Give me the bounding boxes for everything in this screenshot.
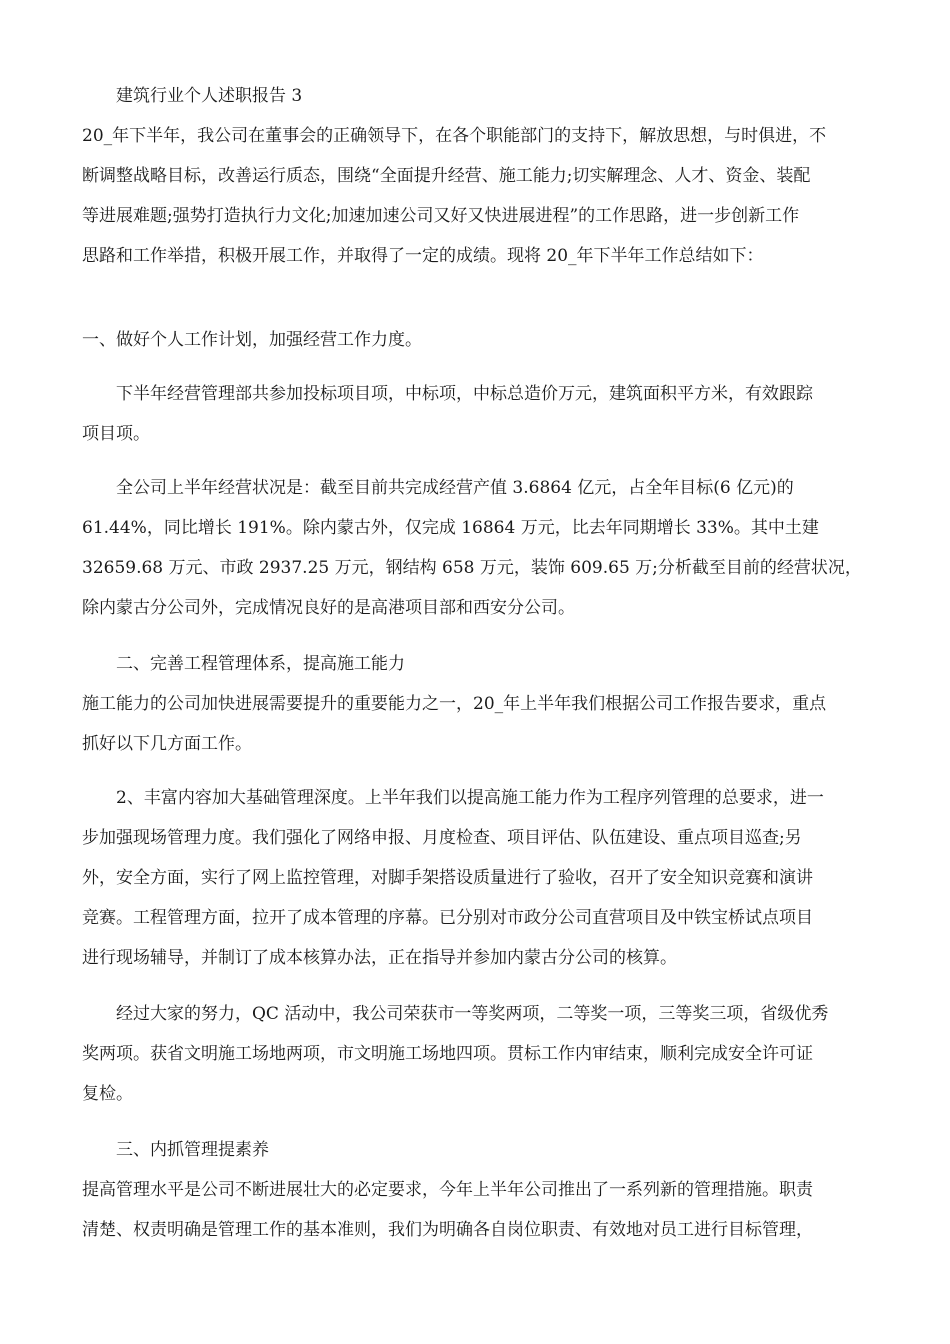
section-heading: 一、做好个人工作计划，加强经营工作力度。 <box>82 330 422 350</box>
paragraph-line: 经过大家的努力，QC 活动中，我公司荣获市一等奖两项，二等奖一项，三等奖三项，省级优秀 <box>116 1004 829 1024</box>
document-title: 建筑行业个人述职报告 3 <box>116 86 303 106</box>
paragraph-line: 步加强现场管理力度。我们强化了网络申报、月度检查、项目评估、队伍建设、重点项目巡查;另 <box>82 828 802 848</box>
paragraph-line: 复检。 <box>82 1084 133 1104</box>
paragraph-line: 下半年经营管理部共参加投标项目项，中标项，中标总造价万元，建筑面积平方米，有效跟踪 <box>116 384 813 404</box>
paragraph-line: 外，安全方面，实行了网上监控管理，对脚手架搭设质量进行了验收，召开了安全知识竞赛和演讲 <box>82 868 813 888</box>
paragraph-line: 32659.68 万元、市政 2937.25 万元，钢结构 658 万元，装饰 609.65 万;分析截至目前的经营状况， <box>82 558 862 578</box>
paragraph-line: 全公司上半年经营状况是：截至目前共完成经营产值 3.6864 亿元，占全年目标(6 亿元)的 <box>116 478 794 498</box>
paragraph-line: 施工能力的公司加快进展需要提升的重要能力之一，20_年上半年我们根据公司工作报告要求，重点 <box>82 694 827 714</box>
section-heading: 二、完善工程管理体系，提高施工能力 <box>116 654 405 674</box>
paragraph-line: 奖两项。获省文明施工场地两项，市文明施工场地四项。贯标工作内审结束，顺利完成安全许可证 <box>82 1044 813 1064</box>
paragraph-line: 项目项。 <box>82 424 150 444</box>
paragraph-line: 抓好以下几方面工作。 <box>82 734 252 754</box>
paragraph-line: 清楚、权责明确是管理工作的基本准则，我们为明确各自岗位职责、有效地对员工进行目标管理， <box>82 1220 813 1240</box>
paragraph-line: 进行现场辅导，并制订了成本核算办法，正在指导并参加内蒙古分公司的核算。 <box>82 948 677 968</box>
paragraph-line: 思路和工作举措，积极开展工作，并取得了一定的成绩。现将 20_年下半年工作总结如下： <box>82 246 764 266</box>
paragraph-line: 竞赛。工程管理方面，拉开了成本管理的序幕。已分别对市政分公司直营项目及中铁宝桥试点项目 <box>82 908 813 928</box>
paragraph-line: 等进展难题;强势打造执行力文化;加速加速公司又好又快进展进程”的工作思路，进一步创新工作 <box>82 206 800 226</box>
paragraph-line: 20_年下半年，我公司在董事会的正确领导下，在各个职能部门的支持下，解放思想，与时俱进，不 <box>82 126 827 146</box>
paragraph-line: 断调整战略目标，改善运行质态，围绕“全面提升经营、施工能力;切实解理念、人才、资金、装配 <box>82 166 811 186</box>
paragraph-line: 2、丰富内容加大基础管理深度。上半年我们以提高施工能力作为工程序列管理的总要求，进一 <box>116 788 824 808</box>
paragraph-line: 除内蒙古分公司外，完成情况良好的是高港项目部和西安分公司。 <box>82 598 575 618</box>
paragraph-line: 61.44%，同比增长 191%。除内蒙古外，仅完成 16864 万元，比去年同期增长 33%。其中土建 <box>82 518 819 538</box>
section-heading: 三、内抓管理提素养 <box>116 1140 269 1160</box>
paragraph-line: 提高管理水平是公司不断进展壮大的必定要求，今年上半年公司推出了一系列新的管理措施。职责 <box>82 1180 813 1200</box>
